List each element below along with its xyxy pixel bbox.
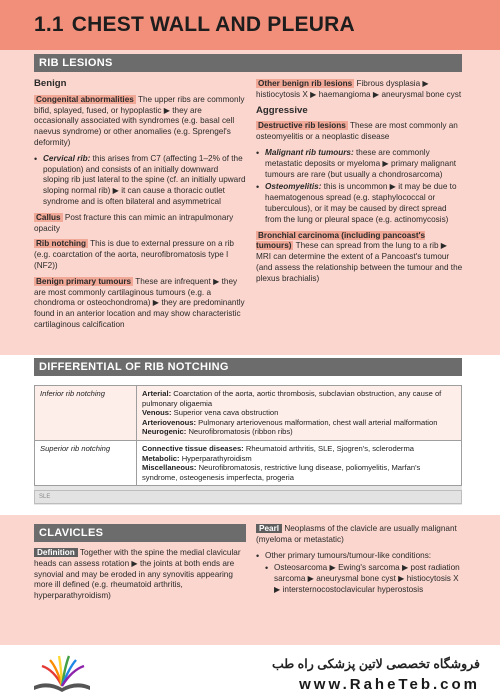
list-item xyxy=(142,454,456,464)
destructive-list xyxy=(256,148,464,226)
tumour-types: Osteosarcoma ▶ Ewing's sarcoma ▶ post radiation sarcoma ▶ aneurysmal bone cyst ▶ histiocytosis X ▶ intersternocostoclavicular hyperostosis xyxy=(274,563,460,594)
list-item xyxy=(256,182,464,225)
superior-notching-label: Superior rib notching xyxy=(35,440,137,485)
table-row xyxy=(35,440,462,485)
benign-primary-paragraph xyxy=(34,277,246,331)
osteomyelitis-label: Osteomyelitis: xyxy=(265,182,322,192)
cause-key: Neurogenic: xyxy=(142,427,187,437)
list-item xyxy=(142,418,456,428)
definition-text: Together with the spine the medial clavicular heads can assess rotation ▶ the joints at both ends are synovial and may be eroded in any synovitis appearing more ill defined (e.g. rheumatoid arthritis, hyperparathyroidism) xyxy=(34,548,241,601)
congenital-list xyxy=(34,154,246,208)
cervical-rib-text: this arises from C7 (affecting 1–2% of the population) and consists of an initially downward sloping rib just lateral to the spine (cf. an initially upward sloping normal rib) ▶ it can cause a thoracic outlet syndrome and is often bilateral and asymmetrical xyxy=(43,153,246,206)
definition-paragraph xyxy=(34,548,246,602)
chapter-header xyxy=(0,0,500,50)
definition-tag: Definition xyxy=(34,548,78,557)
pearl-paragraph xyxy=(256,524,464,546)
benign-heading: Benign xyxy=(34,78,67,89)
other-benign-paragraph xyxy=(256,79,464,101)
bronchial-text: These can spread from the lung to a rib ▶ MRI can determine the extent of a Pancoast's tumour (and assess the relationship between the tumour and the plexus brachialis) xyxy=(256,241,463,283)
cause-text: Coarctation of the aorta, aortic thrombosis, subclavian obstruction, any cause of pulmonary oligaemia xyxy=(142,389,442,408)
cause-key: Arterial: xyxy=(142,389,172,398)
list-item xyxy=(142,427,456,437)
benign-primary-tag: Benign primary tumours xyxy=(36,276,132,286)
destructive-paragraph xyxy=(256,121,464,143)
clavicles-left-column xyxy=(34,548,246,607)
cause-text: Pulmonary arteriovenous malformation, chest wall arterial malformation xyxy=(198,417,438,427)
callus-tag: Callus xyxy=(36,212,61,222)
cervical-rib-label: Cervical rib: xyxy=(43,153,91,163)
list-item xyxy=(142,408,456,418)
pearl-text: Neoplasms of the clavicle are usually malignant (myeloma or metastatic) xyxy=(256,524,457,544)
other-benign-text: Fibrous dysplasia ▶ histiocytosis X ▶ haemangioma ▶ aneurysmal bone cyst xyxy=(256,79,462,99)
aggressive-heading: Aggressive xyxy=(256,104,308,116)
osteomyelitis-text: this is uncommon ▶ it may be due to haematogenous spread (e.g. staphylococcal or tuberculous), or it may be caused by direct spread from the lung or pleural space (e.g. actinomycosis) xyxy=(265,182,457,224)
list-item xyxy=(142,389,456,408)
malignant-label: Malignant rib tumours: xyxy=(265,147,354,157)
chapter-title-text: CHEST WALL AND PLEURA xyxy=(71,13,355,36)
clavicles-right-column xyxy=(256,524,464,601)
malignant-text: these are commonly metastatic deposits or myeloma ▶ primary malignant tumours are rare (but usually a chondrosarcoma) xyxy=(265,147,457,179)
cause-key: Arteriovenous: xyxy=(142,417,197,427)
book-logo-icon xyxy=(28,650,96,694)
rib-notching-tag: Rib notching xyxy=(36,239,87,249)
list-item xyxy=(142,463,456,482)
table-row xyxy=(35,386,462,441)
other-benign-tag: Other benign rib lesions xyxy=(258,79,353,88)
cause-text: Hyperparathyroidism xyxy=(181,453,252,463)
list-item xyxy=(34,154,246,208)
congenital-text: The upper ribs are commonly bifid, splayed, fused, or hypoplastic ▶ they are occasionally associated with syndromes (e.g. basal cell naevus syndrome) or other anomalies (e.g. Sprengel's deformity) xyxy=(34,94,245,147)
cause-text: Rheumatoid arthritis, SLE, Sjogren's, scleroderma xyxy=(245,443,415,453)
tumour-heading: Other primary tumours/tumour-like conditions: xyxy=(265,550,432,560)
congenital-tag: Congenital abnormalities xyxy=(36,94,134,104)
clavicles-title: CLAVICLES xyxy=(34,524,246,542)
chapter-title xyxy=(34,13,355,37)
congenital-paragraph xyxy=(34,95,246,149)
rib-lesions-left-column xyxy=(34,79,246,336)
rib-notching-text: This is due to external pressure on a rib (e.g. coarctation of the aorta, neurofibromatosis type I (NF2)) xyxy=(34,239,234,270)
rib-lesions-right-column xyxy=(256,79,464,290)
store-name: فروشگاه تخصصی لاتین پزشکی راه طب xyxy=(271,657,480,671)
callus-paragraph xyxy=(34,213,246,235)
cause-text: Neurofibromatosis (ribbon ribs) xyxy=(188,427,293,437)
cause-key: Venous: xyxy=(142,408,172,418)
cause-key: Metabolic: xyxy=(142,453,180,463)
tumour-sublist xyxy=(265,563,464,595)
table-footnote: SLE xyxy=(34,490,462,504)
inferior-notching-causes xyxy=(137,386,462,441)
superior-notching-causes xyxy=(137,440,462,485)
inferior-notching-label: Inferior rib notching xyxy=(35,386,137,441)
cause-key: Miscellaneous: xyxy=(142,463,197,473)
chapter-number: 1.1 xyxy=(34,13,64,36)
clavicle-tumour-list xyxy=(256,551,464,596)
rib-lesions-title: RIB LESIONS xyxy=(34,54,462,72)
rib-notching-table xyxy=(34,385,462,486)
callus-text: Post fracture this can mimic an intrapulmonary opacity xyxy=(34,212,234,233)
cause-text: Superior vena cava obstruction xyxy=(173,408,279,418)
cause-key: Connective tissue diseases: xyxy=(142,443,244,453)
cause-text: Neurofibromatosis, restrictive lung disease, poliomyelitis, Marfan's syndrome, osteogenesis imperfecta, progeria xyxy=(142,463,421,482)
list-item xyxy=(142,444,456,454)
bronchial-paragraph xyxy=(256,231,464,285)
bronchial-tag: Bronchial carcinoma (including pancoast's tumours) xyxy=(256,230,426,251)
rib-notching-title: DIFFERENTIAL OF RIB NOTCHING xyxy=(34,358,462,376)
list-item xyxy=(256,551,464,596)
list-item xyxy=(265,563,464,595)
list-item xyxy=(256,148,464,180)
rib-notching-paragraph xyxy=(34,239,246,271)
destructive-tag: Destructive rib lesions xyxy=(258,121,346,131)
store-url[interactable]: www.RaheTeb.com xyxy=(299,676,480,693)
pearl-tag: Pearl xyxy=(256,524,282,533)
destructive-text: These are most commonly an osteomyelitis or a neoplastic disease xyxy=(256,121,458,142)
benign-primary-text: These are infrequent ▶ they are most commonly cartilaginous tumours (e.g. a chondroma or osteochondroma) ▶ they are predominantly found in an anterior location and may show characteristic cartilaginous calcification xyxy=(34,276,245,329)
